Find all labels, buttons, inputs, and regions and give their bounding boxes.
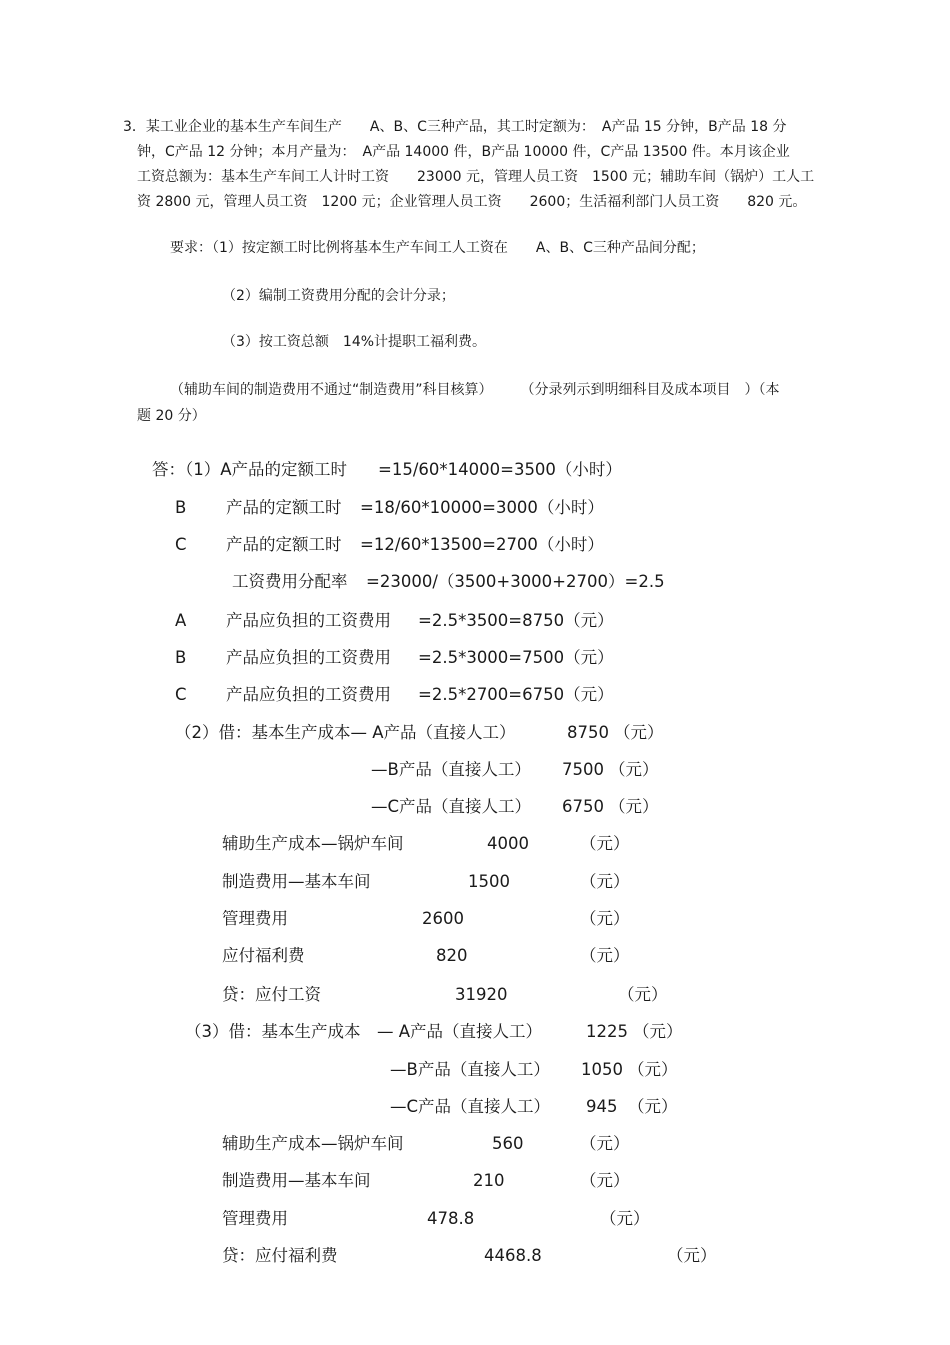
answer-1-b-cost-text: 产品应负担的工资费用 [226, 648, 391, 667]
answer-1-c-formula: =12/60*13500=2700（小时） [360, 535, 604, 554]
entry3-debit-a-account: （3）借：基本生产成本 — A产品（直接人工） [185, 1022, 543, 1041]
answer-1-a-cost-formula: =2.5*3500=8750（元） [418, 611, 614, 630]
answer-1-c-cost-formula: =2.5*2700=6750（元） [418, 685, 614, 704]
answer-1-b-text: 产品的定额工时 [226, 498, 342, 517]
answer-1-a-hours-label: 答：（1）A产品的定额工时 [152, 460, 348, 479]
entry3-debit-b-unit: （元） [628, 1060, 678, 1079]
entry3-mfg-unit: （元） [580, 1171, 630, 1190]
entry2-welfare-unit: （元） [580, 946, 630, 965]
entry3-debit-b-amount: 1050 [581, 1060, 623, 1079]
entry2-welfare-account: 应付福利费 [222, 946, 305, 965]
entry2-debit-c-account: —C产品（直接人工） [371, 797, 532, 816]
entry2-debit-b-unit: （元） [609, 760, 659, 779]
question-line-1: 3．某工业企业的基本生产车间生产 A、B、C三种产品，其工时定额为： A产品 15 分钟，B产品 18 分 [123, 119, 787, 135]
entry3-credit-amount: 4468.8 [484, 1246, 542, 1265]
entry2-admin-unit: （元） [580, 909, 630, 928]
entry3-debit-c-account: —C产品（直接人工） [390, 1097, 551, 1116]
entry2-aux-unit: （元） [580, 834, 630, 853]
entry3-admin-unit: （元） [600, 1209, 650, 1228]
entry3-debit-a-unit: （元） [633, 1022, 683, 1041]
entry3-mfg-account: 制造费用—基本车间 [222, 1171, 371, 1190]
entry2-debit-b-amount: 7500 [562, 760, 604, 779]
question-line-3: 工资总额为：基本生产车间工人计时工资 23000 元，管理人员工资 1500 元；辅助车间（锅炉）工人工 [137, 169, 815, 185]
answer-1-a-cost-label: A [175, 611, 187, 630]
question-line-2: 钟，C产品 12 分钟；本月产量为： A产品 14000 件，B产品 10000 件，C产品 13500 件。本月该企业 [137, 144, 790, 160]
entry3-debit-a-amount: 1225 [586, 1022, 628, 1041]
entry3-credit-account: 贷：应付福利费 [222, 1246, 338, 1265]
answer-1-c-label: C [175, 535, 187, 554]
note-line-1: （辅助车间的制造费用不通过“制造费用”科目核算） （分录列示到明细科目及成本项目 ）（本 [170, 382, 780, 398]
entry3-aux-unit: （元） [580, 1134, 630, 1153]
entry3-debit-c-amount: 945 [586, 1097, 618, 1116]
entry2-debit-a-account: （2）借：基本生产成本— A产品（直接人工） [175, 723, 516, 742]
entry3-aux-amount: 560 [492, 1134, 524, 1153]
entry2-admin-account: 管理费用 [222, 909, 288, 928]
requirement-1: 要求：（1）按定额工时比例将基本生产车间工人工资在 A、B、C三种产品间分配； [170, 240, 705, 256]
entry2-credit-account: 贷：应付工资 [222, 985, 321, 1004]
entry3-admin-account: 管理费用 [222, 1209, 288, 1228]
answer-1-b-formula: =18/60*10000=3000（小时） [360, 498, 604, 517]
entry2-debit-a-amount: 8750 [567, 723, 609, 742]
entry2-debit-c-unit: （元） [609, 797, 659, 816]
entry2-welfare-amount: 820 [436, 946, 468, 965]
entry2-mfg-account: 制造费用—基本车间 [222, 872, 371, 891]
note-line-2: 题 20 分） [137, 408, 206, 424]
answer-1-rate-text: 工资费用分配率 [232, 572, 348, 591]
entry2-credit-amount: 31920 [455, 985, 508, 1004]
requirement-3: （3）按工资总额 14%计提职工福利费。 [222, 334, 487, 350]
entry2-credit-unit: （元） [618, 985, 668, 1004]
requirement-2: （2）编制工资费用分配的会计分录； [222, 288, 455, 304]
question-line-4: 资 2800 元，管理人员工资 1200 元；企业管理人员工资 2600；生活福利部门人员工资 820 元。 [137, 194, 807, 210]
entry2-aux-amount: 4000 [487, 834, 529, 853]
entry2-mfg-amount: 1500 [468, 872, 510, 891]
answer-1-b-cost-formula: =2.5*3000=7500（元） [418, 648, 614, 667]
answer-1-a-hours-formula: =15/60*14000=3500（小时） [378, 460, 622, 479]
answer-1-c-cost-text: 产品应负担的工资费用 [226, 685, 391, 704]
answer-1-c-text: 产品的定额工时 [226, 535, 342, 554]
entry3-debit-c-unit: （元） [628, 1097, 678, 1116]
answer-1-rate-formula: =23000/（3500+3000+2700）=2.5 [366, 572, 665, 591]
entry2-admin-amount: 2600 [422, 909, 464, 928]
entry3-debit-b-account: —B产品（直接人工） [390, 1060, 550, 1079]
entry3-credit-unit: （元） [667, 1246, 717, 1265]
entry3-mfg-amount: 210 [473, 1171, 505, 1190]
answer-1-a-cost-text: 产品应负担的工资费用 [226, 611, 391, 630]
entry2-debit-c-amount: 6750 [562, 797, 604, 816]
answer-1-b-label: B [175, 498, 187, 517]
entry2-debit-b-account: —B产品（直接人工） [371, 760, 531, 779]
entry2-debit-a-unit: （元） [614, 723, 664, 742]
entry2-aux-account: 辅助生产成本—锅炉车间 [222, 834, 404, 853]
entry2-mfg-unit: （元） [580, 872, 630, 891]
answer-1-b-cost-label: B [175, 648, 187, 667]
entry3-admin-amount: 478.8 [427, 1209, 475, 1228]
answer-1-c-cost-label: C [175, 685, 187, 704]
entry3-aux-account: 辅助生产成本—锅炉车间 [222, 1134, 404, 1153]
